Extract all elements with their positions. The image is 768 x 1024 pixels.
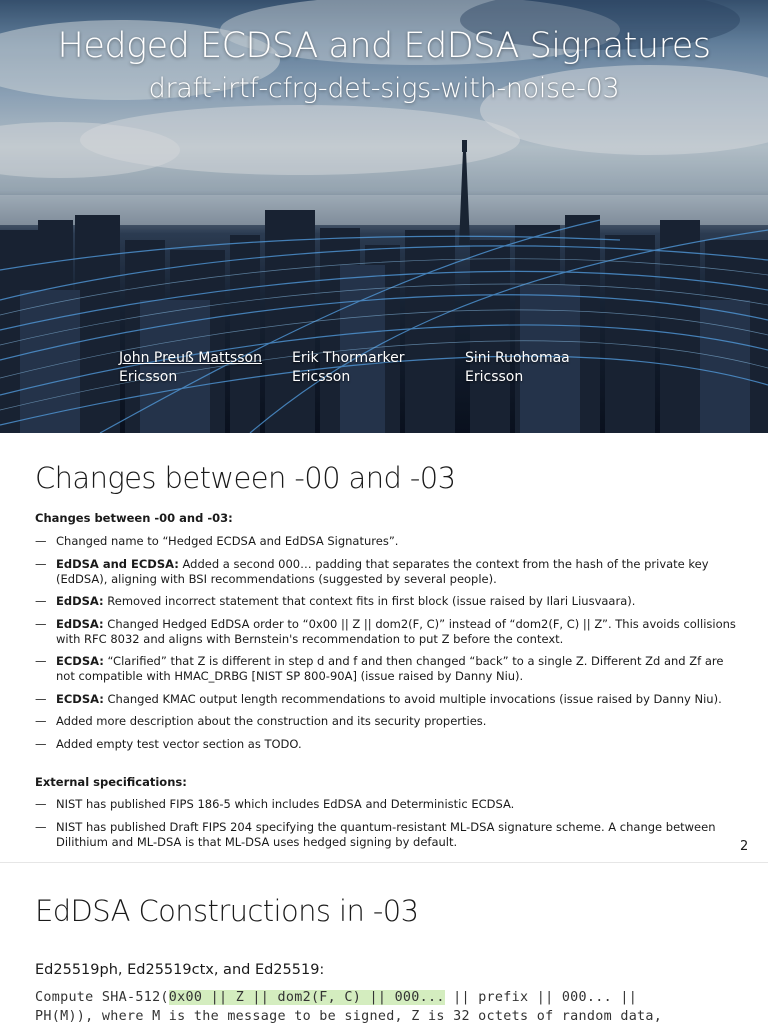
list-item	[35, 534, 745, 549]
dash-bullet: —	[35, 594, 47, 608]
item-label: EdDSA:	[56, 594, 104, 608]
dash-bullet: —	[35, 616, 47, 631]
item-text: NIST has published Draft FIPS 204 specifying the quantum-resistant ML-DSA signature scheme. A change between Dilithium and ML-DSA is that ML-DSA uses hedged signing by default.	[56, 819, 716, 849]
code-text: || prefix || 000... ||	[444, 990, 638, 1005]
author-org: Ericsson	[292, 369, 351, 385]
slide-title: Changes between -00 and -03	[35, 461, 456, 495]
list-item	[35, 737, 745, 752]
page-number: 2	[740, 839, 749, 854]
list-item	[35, 692, 745, 707]
item-text: Changed KMAC output length recommendations to avoid multiple invocations (issue raised by Danny Niu).	[103, 691, 722, 706]
dash-bullet: —	[35, 691, 47, 706]
presentation-title: Hedged ECDSA and EdDSA Signatures	[57, 26, 711, 66]
item-label: EdDSA and ECDSA:	[56, 556, 179, 571]
list-item	[35, 617, 745, 647]
author-name: Sini Ruohomaa	[465, 350, 570, 366]
author-org: Ericsson	[119, 369, 178, 385]
code-line: PH(M)), where M is the message to be signed, Z is 32 octets of random data,	[35, 1009, 663, 1024]
changes-list	[35, 534, 745, 759]
item-text: “Clarified” that Z is different in step d and f and then changed “back” to a single Z. Different Zd and Zf are not compatible with HMAC_DRBG [NIST SP 800-90A] (issue raised by Danny Niu).	[56, 654, 724, 683]
construction-subtitle: Ed25519ph, Ed25519ctx, and Ed25519:	[35, 962, 325, 978]
item-text: Added more description about the construction and its security properties.	[56, 714, 487, 728]
list-item	[35, 714, 745, 729]
slide-divider	[0, 862, 768, 863]
list-item	[35, 557, 745, 587]
item-text: NIST has published FIPS 186-5 which includes EdDSA and Deterministic ECDSA.	[56, 797, 515, 811]
item-text: Removed incorrect statement that context fits in first block (issue raised by Ilari Liusvaara).	[103, 594, 636, 608]
item-text: Added a second 000… padding that separates the context from the hash of the private key (EdDSA), aligning with BSI recommendations (suggested by several people).	[56, 556, 709, 586]
changes-heading: Changes between -00 and -03:	[35, 511, 233, 525]
dash-bullet: —	[35, 714, 47, 728]
list-item	[35, 797, 745, 812]
presentation-subtitle: draft-irtf-cfrg-det-sigs-with-noise-03	[148, 73, 620, 104]
author-name-link[interactable]: John Preuß Mattsson	[119, 350, 262, 366]
author-block-1	[119, 349, 262, 387]
list-item	[35, 594, 745, 609]
code-text: Compute SHA-512(	[35, 990, 169, 1005]
dash-bullet: —	[35, 797, 47, 811]
item-label: ECDSA:	[56, 691, 104, 706]
dash-bullet: —	[35, 534, 47, 548]
author-block-2	[292, 349, 405, 387]
list-item	[35, 654, 745, 684]
item-label: ECDSA:	[56, 654, 104, 668]
item-label: EdDSA:	[56, 616, 104, 631]
item-text: Added empty test vector section as TODO.	[56, 736, 302, 751]
item-text: Changed name to “Hedged ECDSA and EdDSA Signatures”.	[56, 534, 399, 548]
dash-bullet: —	[35, 654, 47, 668]
external-specs-heading: External specifications:	[35, 775, 187, 789]
author-block-3	[465, 349, 570, 387]
title-slide	[0, 0, 768, 433]
code-line	[35, 990, 637, 1005]
dash-bullet: —	[35, 556, 47, 571]
author-org: Ericsson	[465, 369, 524, 385]
list-item	[35, 820, 745, 850]
dash-bullet: —	[35, 736, 47, 751]
dash-bullet: —	[35, 819, 47, 834]
item-text: Changed Hedged EdDSA order to “0x00 || Z || dom2(F, C)” instead of “dom2(F, C) || Z”. This avoids collisions with RFC 8032 and aligns with Bernstein's recommendation to put Z before the context.	[56, 616, 736, 646]
slide-title: EdDSA Constructions in -03	[35, 894, 419, 928]
highlighted-code: 0x00 || Z || dom2(F, C) || 000...	[168, 990, 445, 1005]
author-name: Erik Thormarker	[292, 350, 405, 366]
external-specs-list	[35, 797, 745, 857]
